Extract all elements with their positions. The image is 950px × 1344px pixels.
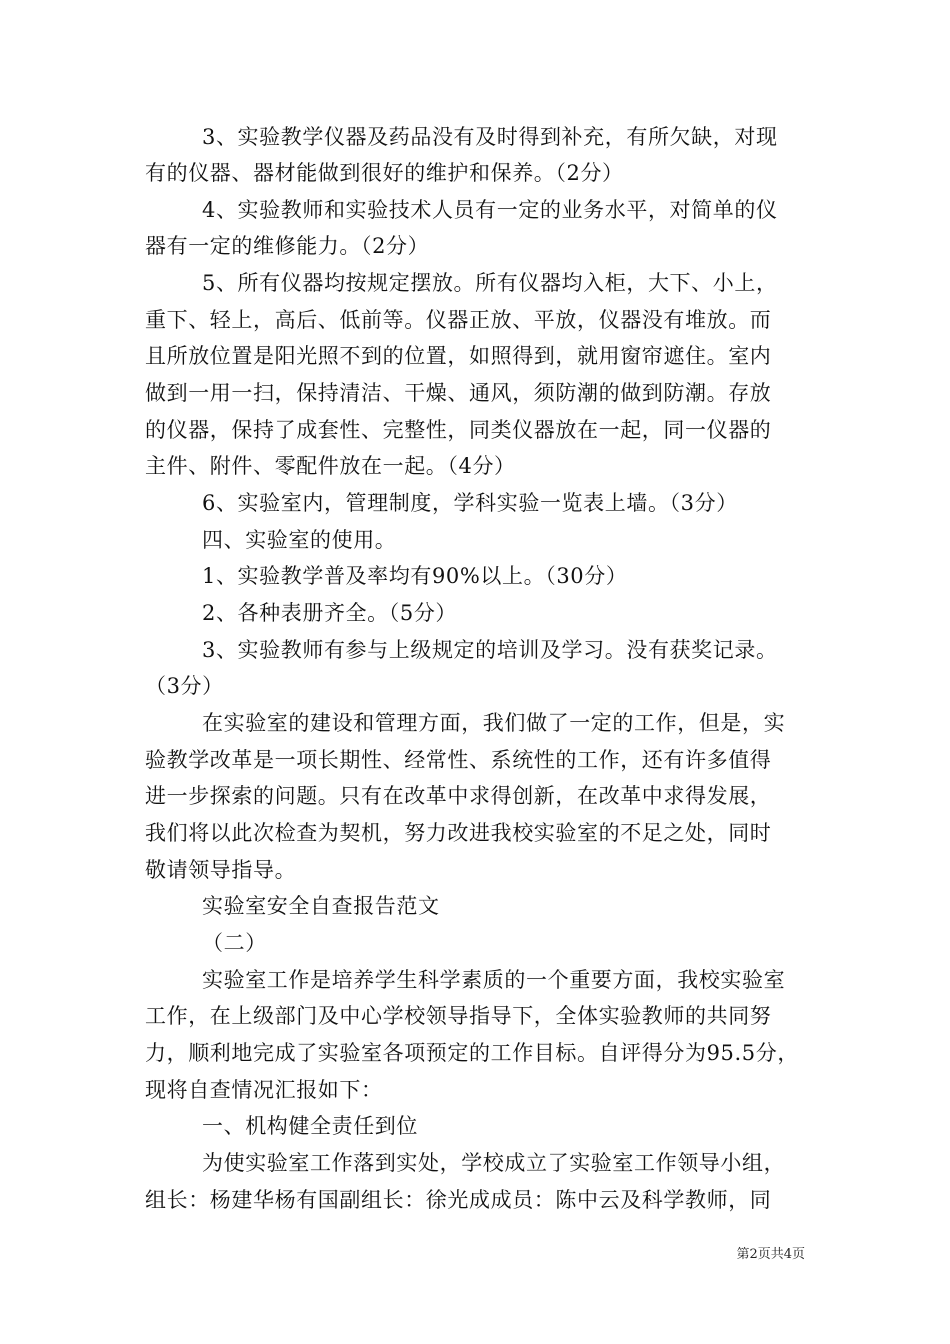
text-line: 2、各种表册齐全。（5分） xyxy=(202,601,458,625)
text-line: 在实验室的建设和管理方面，我们做了一定的工作，但是，实 xyxy=(202,711,786,735)
text-line: 组长：杨建华杨有国副组长：徐光成成员：陈中云及科学教师，同 xyxy=(145,1188,772,1212)
text-line: 重下、轻上，高后、低前等。仪器正放、平放，仪器没有堆放。而 xyxy=(145,308,772,332)
text-line: 1、实验教学普及率均有90%以上。（30分） xyxy=(202,564,628,588)
document-subtitle: （二） xyxy=(202,931,267,955)
text-line: 做到一用一扫，保持清洁、干燥、通风，须防潮的做到防潮。存放 xyxy=(145,381,772,405)
text-line: 有的仪器、器材能做到很好的维护和保养。（2分） xyxy=(145,161,624,185)
text-line: 主件、附件、零配件放在一起。（4分） xyxy=(145,454,516,478)
text-line: 敬请领导指导。 xyxy=(145,858,297,882)
text-line: 实验室工作是培养学生科学素质的一个重要方面，我校实验室 xyxy=(202,968,786,992)
section-heading: 一、机构健全责任到位 xyxy=(202,1114,418,1138)
text-line: 力，顺利地完成了实验室各项预定的工作目标。自评得分为95.5分， xyxy=(145,1041,799,1065)
text-line: 且所放位置是阳光照不到的位置，如照得到，就用窗帘遮住。室内 xyxy=(145,344,772,368)
text-line: 5、所有仪器均按规定摆放。所有仪器均入柜，大下、小上， xyxy=(202,271,778,295)
text-line: （3分） xyxy=(145,674,224,698)
section-heading: 四、实验室的使用。 xyxy=(202,528,397,552)
text-line: 3、实验教师有参与上级规定的培训及学习。没有获奖记录。 xyxy=(202,638,778,662)
document-title: 实验室安全自查报告范文 xyxy=(202,894,440,918)
text-line: 进一步探索的问题。只有在改革中求得创新，在改革中求得发展， xyxy=(145,784,772,808)
text-line: 6、实验室内，管理制度，学科实验一览表上墙。（3分） xyxy=(202,491,738,515)
text-line: 3、实验教学仪器及药品没有及时得到补充，有所欠缺，对现 xyxy=(202,125,778,149)
text-line: 现将自查情况汇报如下： xyxy=(145,1078,383,1102)
text-line: 我们将以此次检查为契机，努力改进我校实验室的不足之处，同时 xyxy=(145,821,772,845)
text-line: 验教学改革是一项长期性、经常性、系统性的工作，还有许多值得 xyxy=(145,748,772,772)
text-line: 为使实验室工作落到实处，学校成立了实验室工作领导小组， xyxy=(202,1151,786,1175)
text-line: 器有一定的维修能力。（2分） xyxy=(145,234,430,258)
text-line: 的仪器，保持了成套性、完整性，同类仪器放在一起，同一仪器的 xyxy=(145,418,772,442)
text-line: 工作，在上级部门及中心学校领导指导下，全体实验教师的共同努 xyxy=(145,1004,772,1028)
page-number-footer: 第2页共4页 xyxy=(736,1247,805,1262)
text-line: 4、实验教师和实验技术人员有一定的业务水平，对简单的仪 xyxy=(202,198,778,222)
